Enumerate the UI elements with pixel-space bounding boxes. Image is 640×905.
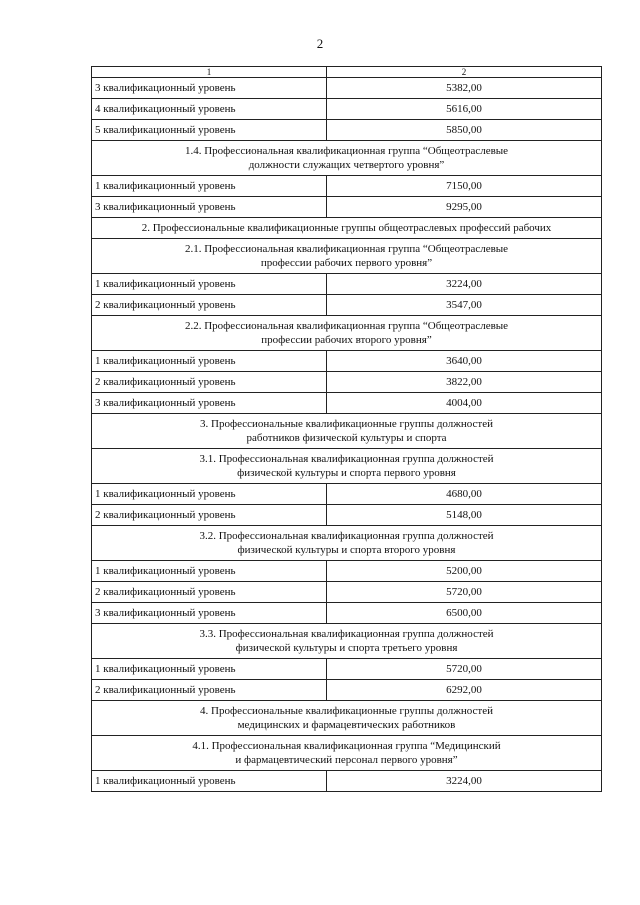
level-cell: 1 квалификационный уровень <box>92 561 327 582</box>
salary-cell: 5850,00 <box>327 120 602 141</box>
group-heading-line: физической культуры и спорта первого уровня <box>237 467 456 479</box>
table-row <box>92 561 602 582</box>
salary-cell: 3224,00 <box>327 274 602 295</box>
level-cell: 1 квалификационный уровень <box>92 771 327 792</box>
group-heading-line: 1.4. Профессиональная квалификационная группа “Общеотраслевые <box>184 145 509 157</box>
group-heading-row <box>92 624 602 659</box>
level-cell: 2 квалификационный уровень <box>92 372 327 393</box>
group-heading-row <box>92 449 602 484</box>
level-cell: 1 квалификационный уровень <box>92 176 327 197</box>
salary-cell: 5720,00 <box>327 659 602 680</box>
group-heading-line: физической культуры и спорта второго уровня <box>237 544 456 556</box>
level-cell: 1 квалификационный уровень <box>92 351 327 372</box>
table-row <box>92 484 602 505</box>
level-cell: 2 квалификационный уровень <box>92 582 327 603</box>
group-heading-row <box>92 736 602 771</box>
salary-table <box>91 66 602 792</box>
salary-cell: 4004,00 <box>327 393 602 414</box>
table-row <box>92 372 602 393</box>
salary-cell: 4680,00 <box>327 484 602 505</box>
group-heading-row <box>92 526 602 561</box>
salary-cell: 3224,00 <box>327 771 602 792</box>
group-heading-line: профессии рабочих второго уровня” <box>261 334 432 346</box>
salary-cell: 5382,00 <box>327 78 602 99</box>
group-heading <box>92 701 602 736</box>
level-cell: 4 квалификационный уровень <box>92 99 327 120</box>
group-heading <box>92 239 602 274</box>
level-cell: 1 квалификационный уровень <box>92 484 327 505</box>
group-heading <box>92 414 602 449</box>
group-heading-line: должности служащих четвертого уровня” <box>248 159 445 171</box>
table-row <box>92 78 602 99</box>
column-number: 1 <box>92 67 327 78</box>
salary-cell: 5148,00 <box>327 505 602 526</box>
column-number: 2 <box>327 67 602 78</box>
group-heading-row <box>92 239 602 274</box>
group-heading-line: профессии рабочих первого уровня” <box>260 257 433 269</box>
table-row <box>92 295 602 316</box>
group-heading-line: 3. Профессиональные квалификационные группы должностей <box>200 418 493 430</box>
salary-cell: 6292,00 <box>327 680 602 701</box>
salary-cell: 5720,00 <box>327 582 602 603</box>
group-heading <box>92 736 602 771</box>
table-row <box>92 393 602 414</box>
group-heading: 2. Профессиональные квалификационные группы общеотраслевых профессий рабочих <box>92 218 602 239</box>
group-heading <box>92 624 602 659</box>
salary-cell: 7150,00 <box>327 176 602 197</box>
group-heading <box>92 526 602 561</box>
table-row <box>92 274 602 295</box>
group-heading-row <box>92 701 602 736</box>
group-heading-line: 2.2. Профессиональная квалификационная группа “Общеотраслевые <box>184 320 509 332</box>
salary-cell: 3640,00 <box>327 351 602 372</box>
table-row <box>92 99 602 120</box>
salary-cell: 9295,00 <box>327 197 602 218</box>
group-heading-row <box>92 316 602 351</box>
level-cell: 1 квалификационный уровень <box>92 274 327 295</box>
page-number: 2 <box>316 36 324 51</box>
group-heading-line: работников физической культуры и спорта <box>246 432 447 444</box>
salary-cell: 5200,00 <box>327 561 602 582</box>
table-row <box>92 603 602 624</box>
level-cell: 5 квалификационный уровень <box>92 120 327 141</box>
table-row <box>92 120 602 141</box>
group-heading-line: 2.1. Профессиональная квалификационная группа “Общеотраслевые <box>184 243 509 255</box>
salary-cell: 5616,00 <box>327 99 602 120</box>
salary-cell: 6500,00 <box>327 603 602 624</box>
group-heading-line: 3.2. Профессиональная квалификационная группа должностей <box>199 530 494 542</box>
level-cell: 3 квалификационный уровень <box>92 393 327 414</box>
level-cell: 3 квалификационный уровень <box>92 78 327 99</box>
level-cell: 3 квалификационный уровень <box>92 603 327 624</box>
table-row <box>92 659 602 680</box>
level-cell: 2 квалификационный уровень <box>92 295 327 316</box>
group-heading-line: 3.3. Профессиональная квалификационная группа должностей <box>199 628 494 640</box>
level-cell: 2 квалификационный уровень <box>92 680 327 701</box>
group-heading-row <box>92 414 602 449</box>
group-heading <box>92 449 602 484</box>
group-heading-row <box>92 141 602 176</box>
table-row <box>92 582 602 603</box>
group-heading-line: физической культуры и спорта третьего уровня <box>235 642 458 654</box>
salary-cell: 3547,00 <box>327 295 602 316</box>
group-heading-line: медицинских и фармацевтических работников <box>237 719 456 731</box>
table-row <box>92 197 602 218</box>
group-heading-line: 4. Профессиональные квалификационные группы должностей <box>200 705 493 717</box>
level-cell: 2 квалификационный уровень <box>92 505 327 526</box>
table-row <box>92 771 602 792</box>
group-heading-line: 4.1. Профессиональная квалификационная группа “Медицинский <box>192 740 501 752</box>
group-heading-row <box>92 218 602 239</box>
table-row <box>92 505 602 526</box>
group-heading <box>92 141 602 176</box>
group-heading-line: и фармацевтический персонал первого уровня” <box>235 754 458 766</box>
salary-cell: 3822,00 <box>327 372 602 393</box>
table-row <box>92 176 602 197</box>
table-row <box>92 680 602 701</box>
table-row <box>92 351 602 372</box>
level-cell: 3 квалификационный уровень <box>92 197 327 218</box>
group-heading <box>92 316 602 351</box>
group-heading-line: 3.1. Профессиональная квалификационная группа должностей <box>199 453 494 465</box>
level-cell: 1 квалификационный уровень <box>92 659 327 680</box>
column-number-row <box>92 67 602 78</box>
